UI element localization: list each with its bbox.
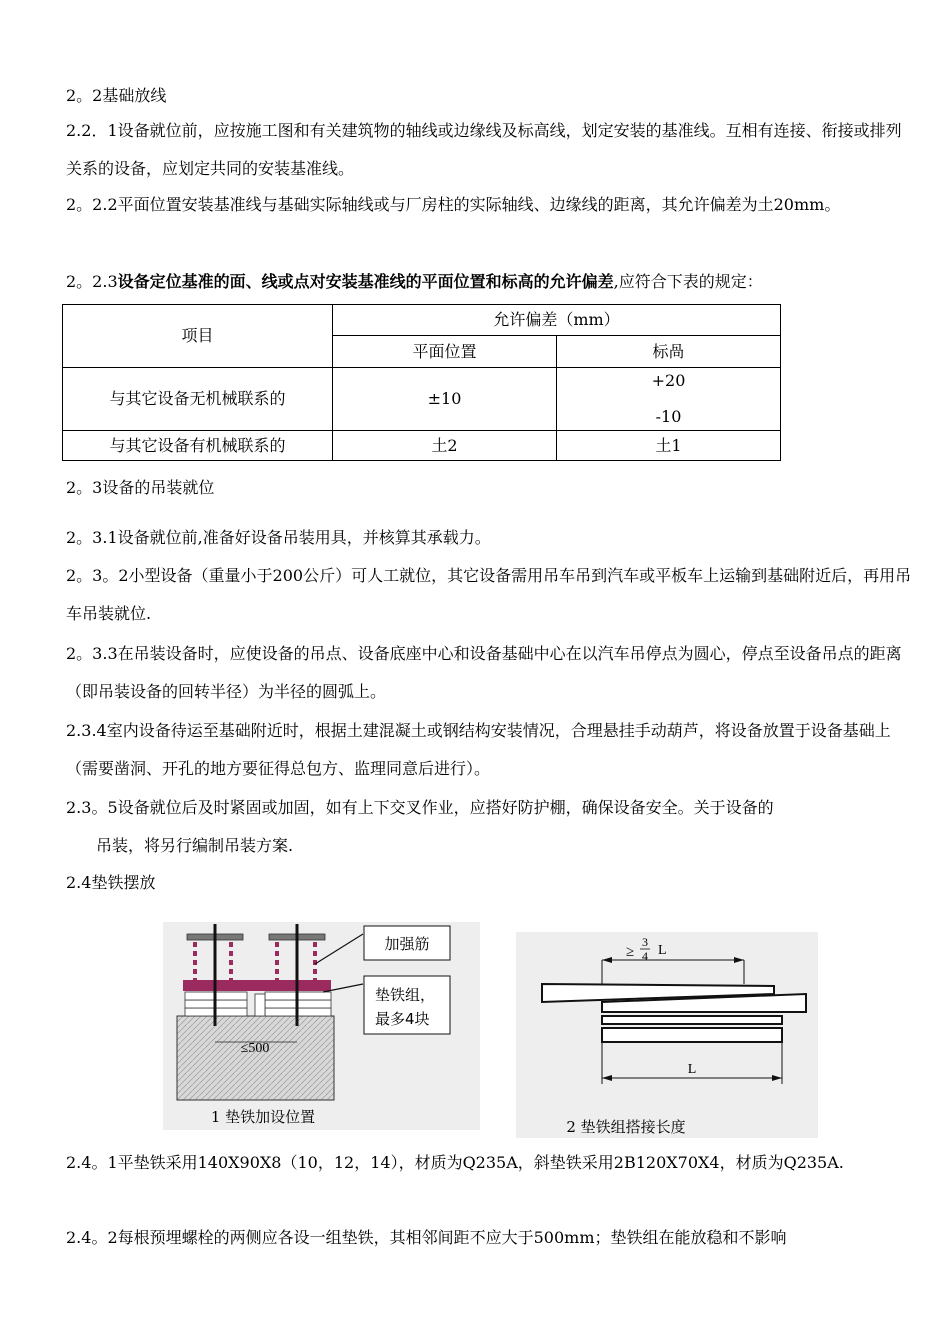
paragraph-2-3-3: 2。3.3在吊装设备时，应使设备的吊点、设备底座中心和设备基础中心在以汽车吊停点为圆心，停点至设备吊点的距离（即吊装设备的回转半径）为半径的圆弧上。 [66,644,902,701]
paragraph-2-2-3 [66,263,916,301]
table-row [63,368,781,431]
flat-shim [602,1028,782,1042]
paragraph-2-3-5 [66,789,916,865]
paragraph-2-4-2: 2.4。2每根预埋螺栓的两侧应各设一组垫铁，其相邻间距不应大于500mm；垫铁组在能放稳和不影响 [66,1228,787,1247]
shim-position-diagram [163,922,480,1130]
heading-2-3: 2。3设备的吊装就位 [66,478,215,497]
table-row [63,431,781,461]
flat-shim [602,1016,782,1024]
paragraph-2-3-5-line2: 吊装，将另行编制吊装方案. [96,836,294,855]
dim-top-numerator: 3 [642,935,648,949]
paragraph-2-2-3-bold: 设备定位基准的面、线或点对安装基准线的平面位置和标高的允许偏差 [117,272,614,291]
table-header-elevation: 标咼 [557,336,781,368]
figure-shim-overlap [516,932,818,1138]
table-cell: 土2 [333,431,557,461]
label-shim-line2: 最多4块 [375,1010,430,1028]
paragraph-2-3-5-line1: 2.3。5设备就位后及时紧固或加固，如有上下交叉作业，应搭好防护棚，确保设备安全。关于设备的 [66,798,774,817]
paragraph-2-2-3-tail: ,应符合下表的规定： [613,272,763,291]
tolerance-table [62,304,781,461]
label-shim-line1: 垫铁组， [375,986,436,1004]
figure-shim-position [163,922,480,1130]
elevation-upper: +20 [651,371,686,390]
concrete-foundation [177,1016,334,1100]
paragraph-2-4-1: 2.4。1平垫铁采用140X90X8（10，12，14），材质为Q235A，斜垫铁采用2B120X70X4，材质为Q235A. [66,1153,844,1172]
table-cell: 与其它设备无机械联系的 [63,368,333,431]
dim-top-denominator: 4 [642,949,648,963]
table-header-item: 项目 [63,305,333,368]
paragraph-2-2-1: 2.2．1设备就位前，应按施工图和有关建筑物的轴线或边缘线及标高线，划定安装的基准线。互相有连接、衔接或排列关系的设备，应划定共同的安装基准线。 [66,121,902,178]
table-cell: ±10 [333,368,557,431]
dimension-500: ≤500 [240,1041,270,1056]
paragraph-2-3-1: 2。3.1设备就位前,准备好设备吊装用具，并核算其承载力。 [66,528,491,547]
table-cell: 土1 [557,431,781,461]
label-rib: 加强筋 [384,935,430,953]
table-cell: 与其它设备有机械联系的 [63,431,333,461]
figure-1-caption: 1 垫铁加设位置 [210,1108,316,1126]
heading-2-2: 2。2基础放线 [66,86,167,105]
figure-2-caption: 2 垫铁组搭接长度 [566,1118,686,1136]
paragraph-2-2-2: 2。2.2平面位置安装基准线与基础实际轴线或与厂房柱的实际轴线、边缘线的距离，其允许偏差为土20mm。 [66,195,841,214]
paragraph-2-3-4: 2.3.4室内设备待运至基础附近时，根据土建混凝土或钢结构安装情况，合理悬挂手动葫芦，将设备放置于设备基础上（需要凿洞、开孔的地方要征得总包方、监理同意后进行）。 [66,721,891,778]
heading-2-4: 2.4垫铁摆放 [66,873,156,892]
elevation-lower: -10 [655,407,682,426]
paragraph-2-3-2: 2。3。2小型设备（重量小于200公斤）可人工就位，其它设备需用吊车吊到汽车或平板车上运输到基础附近后，再用吊车吊装就位. [66,566,912,623]
dim-bottom-L: L [687,1062,697,1077]
paragraph-2-2-3-number: 2。2.3 [66,272,118,291]
dim-top-prefix: ≥ [626,944,635,960]
table-header-plane: 平面位置 [333,336,557,368]
table-header-tolerance: 允许偏差（mm） [333,305,781,336]
table-cell [557,368,781,431]
reinforcing-rib-plate [183,980,331,991]
shim-overlap-diagram [516,932,818,1138]
dim-top-L: L [658,943,667,958]
